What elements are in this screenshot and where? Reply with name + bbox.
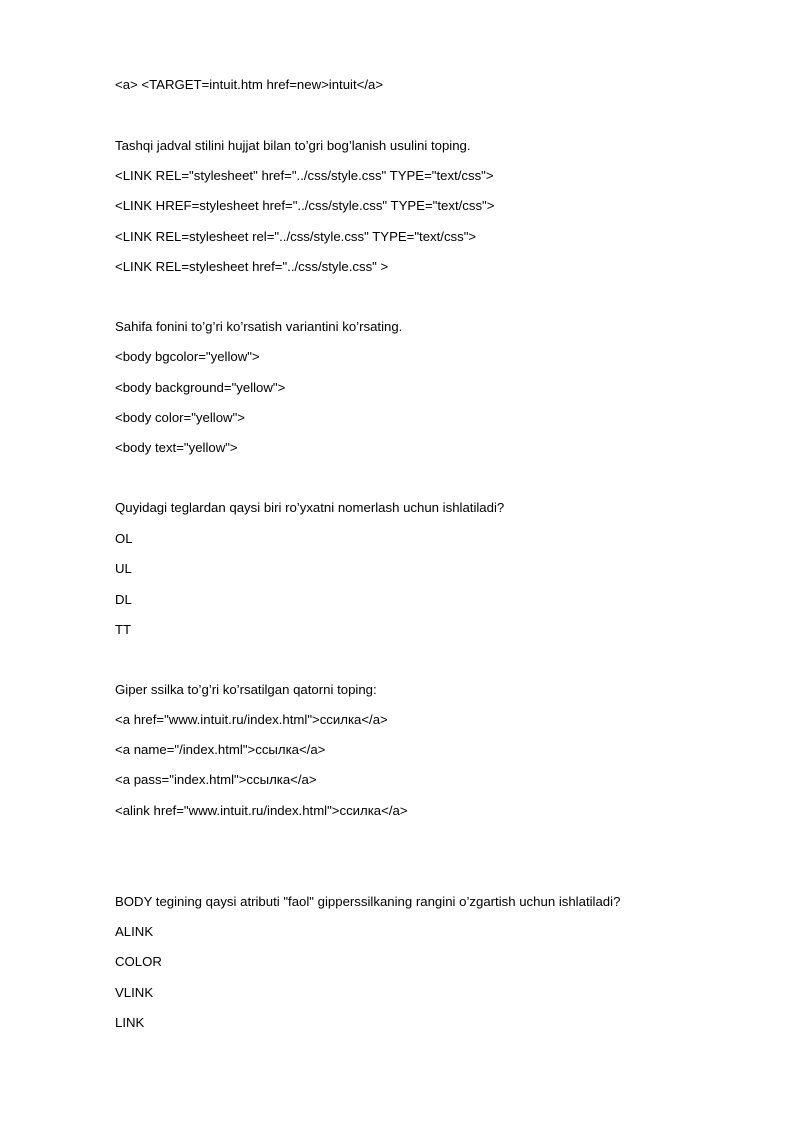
question-4-option-1: <a href="www.intuit.ru/index.html">ссилка</a> [115,712,388,727]
question-3-text: Quyidagi teglardan qaysi biri ro’yxatni nomerlash uchun ishlatiladi? [115,500,505,515]
question-1-option-1: <LINK REL="stylesheet" href="../css/style.css" TYPE="text/css"> [115,168,494,183]
question-2-option-1: <body bgcolor="yellow"> [115,349,260,364]
question-5-text: BODY tegining qaysi atributi "faol" gipperssilkaning rangini o’zgartish uchun ishlatiladi? [115,894,621,909]
question-4-option-2: <a name="/index.html">ссылка</a> [115,742,326,757]
question-1-text: Tashqi jadval stilini hujjat bilan to’gri bog’lanish usulini toping. [115,138,471,153]
question-5-option-4: LINK [115,1015,145,1030]
question-4-option-4: <alink href="www.intuit.ru/index.html">ссилка</a> [115,803,408,818]
question-3-option-4: TT [115,622,132,637]
question-5-option-2: COLOR [115,954,162,969]
intro-code-line: <a> <TARGET=intuit.htm href=new>intuit</a> [115,77,384,92]
question-2-option-4: <body text="yellow"> [115,440,238,455]
question-5-option-1: ALINK [115,924,154,939]
question-3-option-3: DL [115,592,132,607]
question-2-option-3: <body color="yellow"> [115,410,245,425]
question-4-option-3: <a pass="index.html">ссылка</a> [115,772,317,787]
question-3-option-1: OL [115,531,133,546]
question-2-text: Sahifa fonini to’g’ri ko’rsatish variantini ko’rsating. [115,319,403,334]
question-3-option-2: UL [115,561,132,576]
question-1-option-4: <LINK REL=stylesheet href="../css/style.css" > [115,259,389,274]
question-1-option-2: <LINK HREF=stylesheet href="../css/style.css" TYPE="text/css"> [115,198,495,213]
question-4-text: Giper ssilka to’g’ri ko’rsatilgan qatorni toping: [115,682,377,697]
question-1-option-3: <LINK REL=stylesheet rel="../css/style.css" TYPE="text/css"> [115,229,477,244]
question-2-option-2: <body background="yellow"> [115,380,286,395]
question-5-option-3: VLINK [115,985,154,1000]
